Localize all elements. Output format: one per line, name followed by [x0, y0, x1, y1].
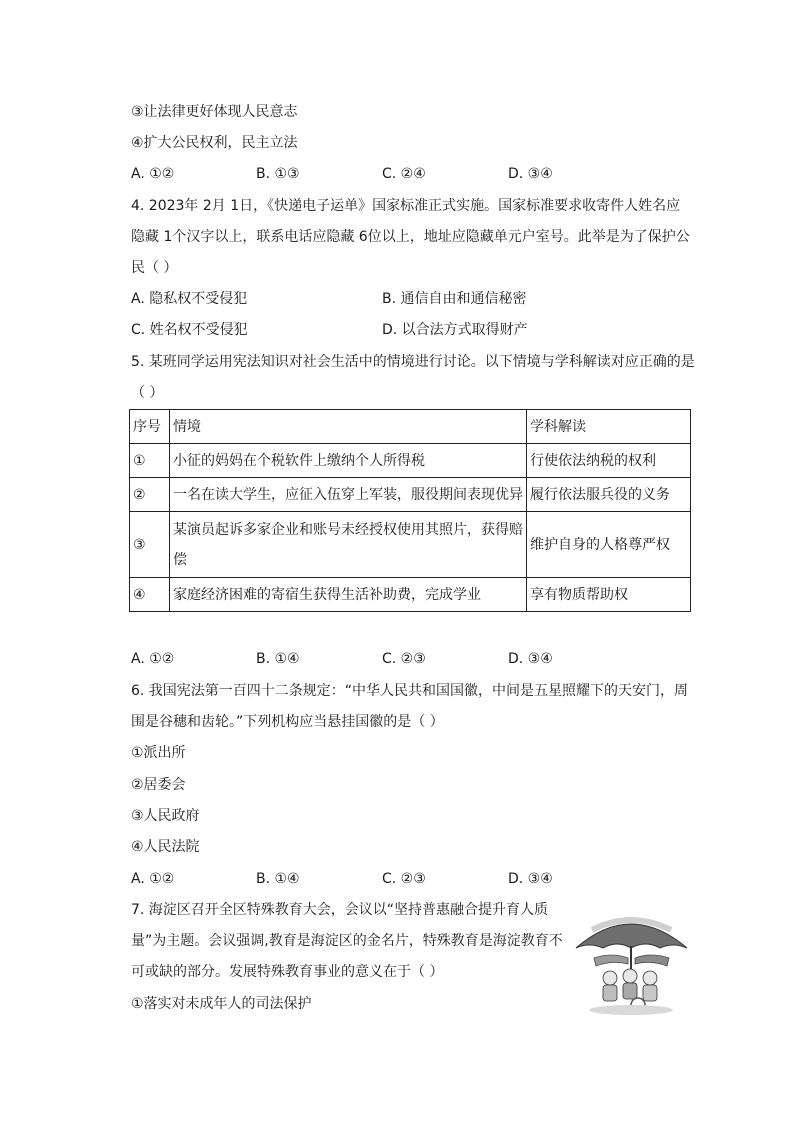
q5-table: [129, 409, 691, 612]
table-row: [130, 512, 691, 578]
q3-option-d: D. ③④: [508, 166, 553, 182]
q6-item-4: ④人民法院: [131, 839, 200, 855]
table-row: [130, 478, 691, 512]
q6-option-d: D. ③④: [508, 871, 553, 887]
row-reading: 履行依法服兵役的义务: [527, 478, 691, 512]
q6-item-1: ①派出所: [131, 745, 186, 761]
row-number: ②: [130, 478, 170, 512]
q5-options: [131, 649, 651, 669]
table-row: [130, 444, 691, 478]
q7-stem-line-1: 7. 海淀区召开全区特殊教育大会，会议以“坚持普惠融合提升育人质: [131, 902, 549, 918]
row-reading: 享有物质帮助权: [527, 578, 691, 612]
q4-stem-line-3: 民（ ）: [131, 260, 178, 276]
q4-stem-line-1: 4. 2023年 2月 1日，《快递电子运单》国家标准正式实施。国家标准要求收寄件人姓名应: [131, 198, 681, 214]
q4-option-d: D. 以合法方式取得财产: [382, 322, 528, 338]
q5-stem-line-2: （ ）: [131, 385, 164, 401]
q5-option-d: D. ③④: [508, 651, 553, 667]
header-situation: 情境: [170, 410, 527, 444]
q5-option-c: C. ②③: [382, 651, 426, 667]
row-reading: 维护自身的人格尊严权: [527, 512, 691, 578]
row-number: ①: [130, 444, 170, 478]
q4-options-row-1: [131, 289, 691, 309]
umbrella-illustration: [572, 906, 691, 1018]
q3-item-3: ③让法律更好体现人民意志: [131, 104, 298, 120]
q5-stem-line-1: 5. 某班同学运用宪法知识对社会生活中的情境进行讨论。以下情境与学科解读对应正确的是: [131, 354, 695, 370]
q7-stem-line-3: 可或缺的部分。发展特殊教育事业的意义在于（ ）: [131, 964, 444, 980]
q4-option-c: C. 姓名权不受侵犯: [131, 322, 248, 338]
q4-options-row-2: [131, 320, 691, 340]
header-reading: 学科解读: [527, 410, 691, 444]
q3-option-a: A. ①②: [131, 166, 175, 182]
q7-stem-line-2: 量”为主题。会议强调,教育是海淀区的金名片，特殊教育是海淀教育不: [131, 933, 563, 949]
row-number: ④: [130, 578, 170, 612]
q3-options: [131, 164, 651, 184]
table-row: [130, 578, 691, 612]
q6-options: [131, 869, 651, 889]
row-situation: 小征的妈妈在个税软件上缴纳个人所得税: [170, 444, 527, 478]
q4-stem-line-2: 隐藏 1个汉字以上，联系电话应隐藏 6位以上，地址应隐藏单元户室号。此举是为了保护公: [131, 229, 690, 245]
q6-stem-line-2: 围是谷穗和齿轮。”下列机构应当悬挂国徽的是（ ）: [131, 714, 444, 730]
row-situation: 某演员起诉多家企业和账号未经授权使用其照片，获得赔偿: [170, 512, 527, 578]
row-situation: 一名在读大学生，应征入伍穿上军装，服役期间表现优异: [170, 478, 527, 512]
row-situation: 家庭经济困难的寄宿生获得生活补助费，完成学业: [170, 578, 527, 612]
q6-item-3: ③人民政府: [131, 808, 200, 824]
table-header-row: [130, 410, 691, 444]
q6-stem-line-1: 6. 我国宪法第一百四十二条规定：“中华人民共和国国徽，中间是五星照耀下的天安门，周: [131, 683, 689, 699]
q6-item-2: ②居委会: [131, 777, 186, 793]
q3-item-4: ④扩大公民权利，民主立法: [131, 135, 298, 151]
header-number: 序号: [130, 410, 170, 444]
row-number: ③: [130, 512, 170, 578]
q4-option-a: A. 隐私权不受侵犯: [131, 291, 248, 307]
row-reading: 行使依法纳税的权利: [527, 444, 691, 478]
q6-option-c: C. ②③: [382, 871, 426, 887]
q6-option-b: B. ①④: [256, 871, 300, 887]
q7-item-1: ①落实对未成年人的司法保护: [131, 996, 312, 1012]
q3-option-b: B. ①③: [256, 166, 300, 182]
q5-option-a: A. ①②: [131, 651, 175, 667]
q4-option-b: B. 通信自由和通信秘密: [382, 291, 527, 307]
q6-option-a: A. ①②: [131, 871, 175, 887]
q3-option-c: C. ②④: [382, 166, 426, 182]
q5-option-b: B. ①④: [256, 651, 300, 667]
